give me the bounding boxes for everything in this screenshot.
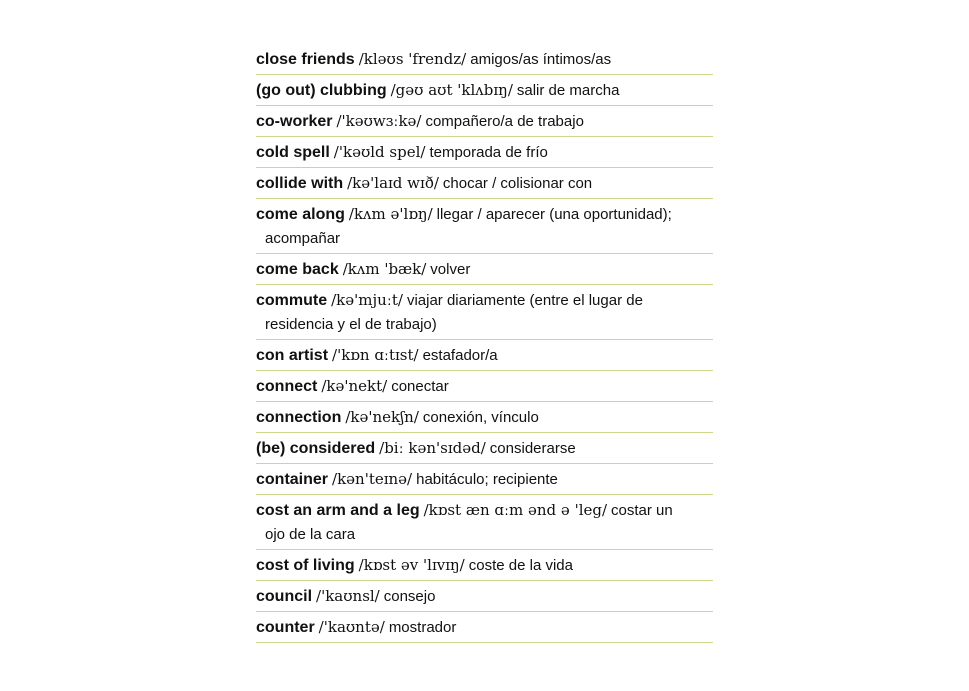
entry-translation: considerarse: [489, 440, 576, 457]
glossary-entry: [256, 464, 713, 495]
glossary-entry: [256, 44, 713, 75]
entry-translation: chocar / colisionar con: [442, 175, 593, 192]
entry-translation: coste de la vida: [468, 557, 573, 574]
entry-pronunciation: /kləʊs 'frendz/: [358, 50, 467, 68]
entry-pronunciation: /gəʊ aʊt 'klʌbɪŋ/: [390, 81, 513, 99]
glossary-entry: [256, 340, 713, 371]
entry-term: (be) considered: [256, 440, 376, 457]
entry-pronunciation: /'kaʊnsl/: [316, 587, 380, 605]
entry-pronunciation: /kə'laɪd wɪð/: [347, 174, 439, 192]
entry-term: commute: [256, 292, 328, 309]
entry-term: connection: [256, 409, 342, 426]
entry-term: co-worker: [256, 113, 333, 130]
entry-translation: llegar / aparecer (una oportunidad);: [436, 206, 672, 223]
entry-translation: conectar: [391, 378, 449, 395]
entry-translation: volver: [430, 261, 471, 278]
glossary-entry: [256, 402, 713, 433]
entry-term: container: [256, 471, 329, 488]
entry-translation: conexión, vínculo: [422, 409, 539, 426]
entry-term: connect: [256, 378, 318, 395]
glossary-entry: [256, 433, 713, 464]
entry-term: cost an arm and a leg: [256, 502, 420, 519]
glossary-entry: [256, 495, 713, 550]
entry-term: counter: [256, 619, 315, 636]
entry-pronunciation: /'kəʊwɜːkə/: [336, 112, 422, 130]
entry-term: collide with: [256, 175, 344, 192]
entry-term: cold spell: [256, 144, 330, 161]
entry-pronunciation: /kə'mjuːt/: [331, 291, 403, 309]
glossary-entry: [256, 371, 713, 402]
glossary-entry: [256, 550, 713, 581]
entry-pronunciation: /kʌm 'bæk/: [342, 260, 427, 278]
entry-translation: compañero/a de trabajo: [425, 113, 584, 130]
glossary-entry: [256, 199, 713, 254]
entry-term: come back: [256, 261, 339, 278]
glossary-list: [256, 44, 713, 643]
entry-pronunciation: /'kɒn ɑːtɪst/: [332, 346, 419, 364]
entry-pronunciation: /kə'nekʃn/: [345, 408, 419, 426]
entry-pronunciation: /kʌm ə'lɒŋ/: [348, 205, 433, 223]
glossary-entry: [256, 254, 713, 285]
entry-translation: salir de marcha: [516, 82, 620, 99]
entry-pronunciation: /'kaʊntə/: [318, 618, 385, 636]
entry-term: close friends: [256, 51, 355, 68]
glossary-entry: [256, 168, 713, 199]
glossary-entry: [256, 612, 713, 643]
glossary-entry: [256, 106, 713, 137]
entry-translation: viajar diariamente (entre el lugar de: [406, 292, 643, 309]
glossary-entry: [256, 285, 713, 340]
entry-translation-continued: residencia y el de trabajo): [265, 316, 437, 333]
entry-translation: estafador/a: [422, 347, 498, 364]
entry-pronunciation: /kə'nekt/: [321, 377, 388, 395]
entry-term: council: [256, 588, 313, 605]
glossary-entry: [256, 581, 713, 612]
entry-translation: habitáculo; recipiente: [416, 471, 558, 488]
entry-pronunciation: /kɒst æn ɑːm ənd ə 'leg/: [423, 501, 608, 519]
entry-pronunciation: /biː kən'sɪdəd/: [379, 439, 486, 457]
glossary-entry: [256, 137, 713, 168]
entry-term: cost of living: [256, 557, 355, 574]
entry-pronunciation: /kɒst əv 'lɪvɪŋ/: [358, 556, 465, 574]
entry-translation: consejo: [383, 588, 436, 605]
entry-term: come along: [256, 206, 345, 223]
entry-translation: amigos/as íntimos/as: [470, 51, 612, 68]
entry-term: con artist: [256, 347, 329, 364]
entry-translation: temporada de frío: [429, 144, 548, 161]
entry-translation: costar un: [611, 502, 673, 519]
entry-pronunciation: /kən'teɪnə/: [332, 470, 413, 488]
entry-pronunciation: /'kəʊld spel/: [333, 143, 426, 161]
entry-translation: mostrador: [388, 619, 457, 636]
glossary-entry: [256, 75, 713, 106]
entry-translation-continued: acompañar: [265, 230, 341, 247]
entry-term: (go out) clubbing: [256, 82, 387, 99]
entry-translation-continued: ojo de la cara: [265, 526, 356, 543]
